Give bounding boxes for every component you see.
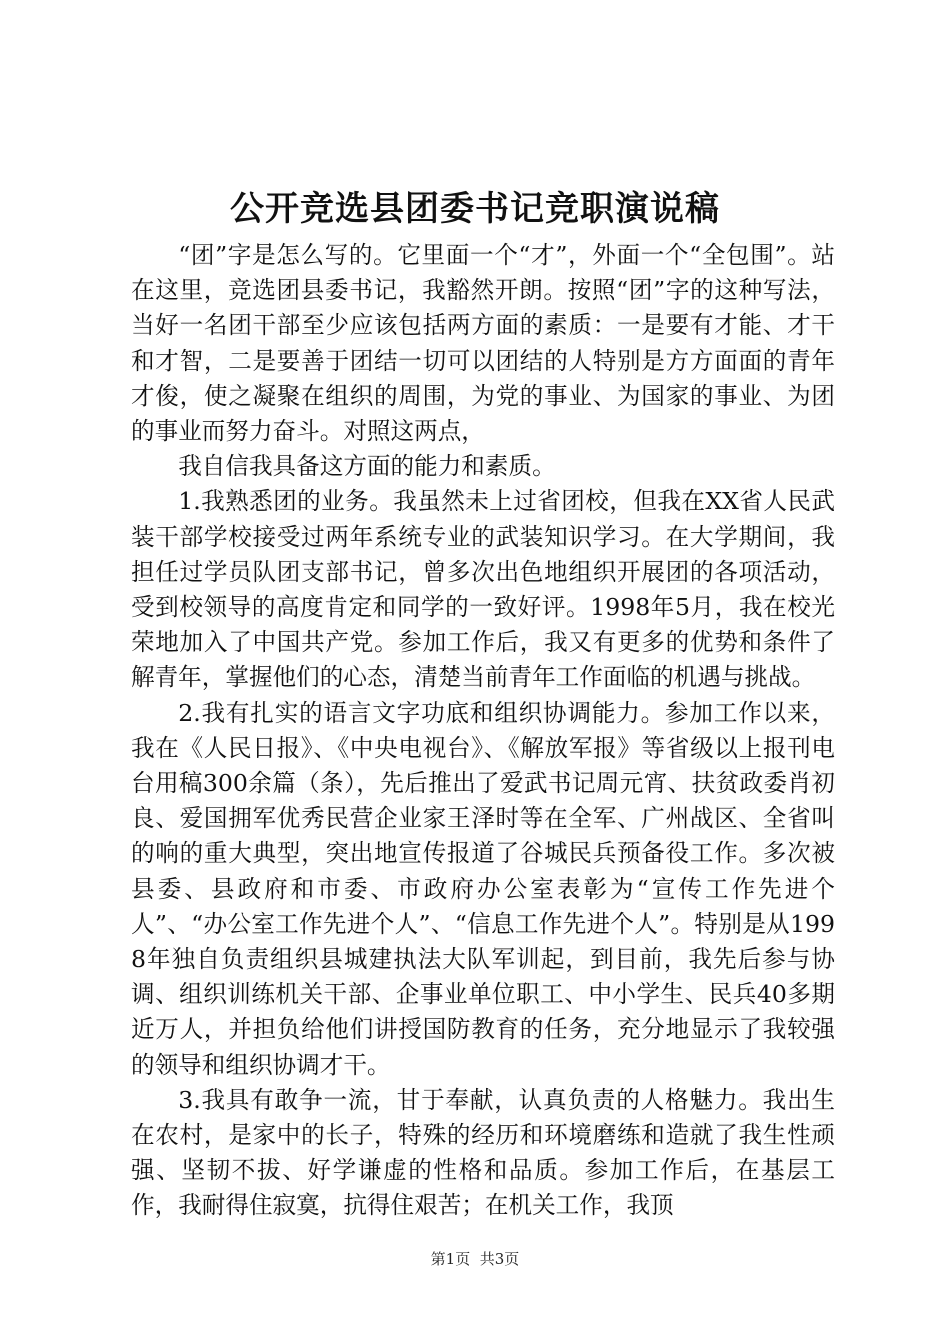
paragraph-point-1: 1.我熟悉团的业务。我虽然未上过省团校，但我在XX省人民武装干部学校接受过两年系统专业的武装知识学习。在大学期间，我担任过学员队团支部书记，曾多次出色地组织开展团的各项活动，受到校领导的高度肯定和同学的一致好评。1998年5月，我在校光荣地加入了中国共产党。参加工作后，我又有更多的优势和条件了解青年，掌握他们的心态，清楚当前青年工作面临的机遇与挑战。: [131, 487, 835, 692]
paragraph-confidence: 我自信我具备这方面的能力和素质。: [178, 452, 556, 481]
page-footer: [0, 1248, 950, 1270]
document-body: [131, 238, 835, 1224]
page-total: 共3页: [479, 1250, 520, 1268]
paragraph-point-3: 3.我具有敢争一流，甘于奉献，认真负责的人格魅力。我出生在农村，是家中的长子，特殊的经历和环境磨练和造就了我生性顽强、坚韧不拔、好学谦虚的性格和品质。参加工作后，在基层工作，我耐得住寂寞，抗得住艰苦；在机关工作，我顶: [131, 1085, 835, 1220]
paragraph-point-2: 2.我有扎实的语言文字功底和组织协调能力。参加工作以来，我在《人民日报》、《中央电视台》、《解放军报》等省级以上报刊电台用稿300余篇（条），先后推出了爱武书记周元宵、扶贫政委肖初良、爱国拥军优秀民营企业家王泽时等在全军、广州战区、全省叫的响的重大典型，突出地宣传报道了谷城民兵预备役工作。多次被县委、县政府和市委、市政府办公室表彰为“宣传工作先进个人”、“办公室工作先进个人”、“信息工作先进个人”。特别是从1998年独自负责组织县城建执法大队军训起，到目前，我先后参与协调、组织训练机关干部、企事业单位职工、中小学生、民兵40多期近万人，并担负给他们讲授国防教育的任务，充分地显示了我较强的领导和组织协调才干。: [131, 698, 835, 1079]
footer-gap: [470, 1250, 480, 1268]
page-number: 第1页: [430, 1250, 471, 1268]
document-title: 公开竞选县团委书记竞职演说稿: [230, 189, 720, 229]
paragraph-intro: “团”字是怎么写的。它里面一个“才”，外面一个“全包围”。站在这里，竞选团县委书记，我豁然开朗。按照“团”字的这种写法，当好一名团干部至少应该包括两方面的素质：一是要有才能、才干和才智，二是要善于团结一切可以团结的人特别是方方面面的青年才俊，使之凝聚在组织的周围，为党的事业、为国家的事业、为团的事业而努力奋斗。对照这两点，: [131, 241, 835, 446]
